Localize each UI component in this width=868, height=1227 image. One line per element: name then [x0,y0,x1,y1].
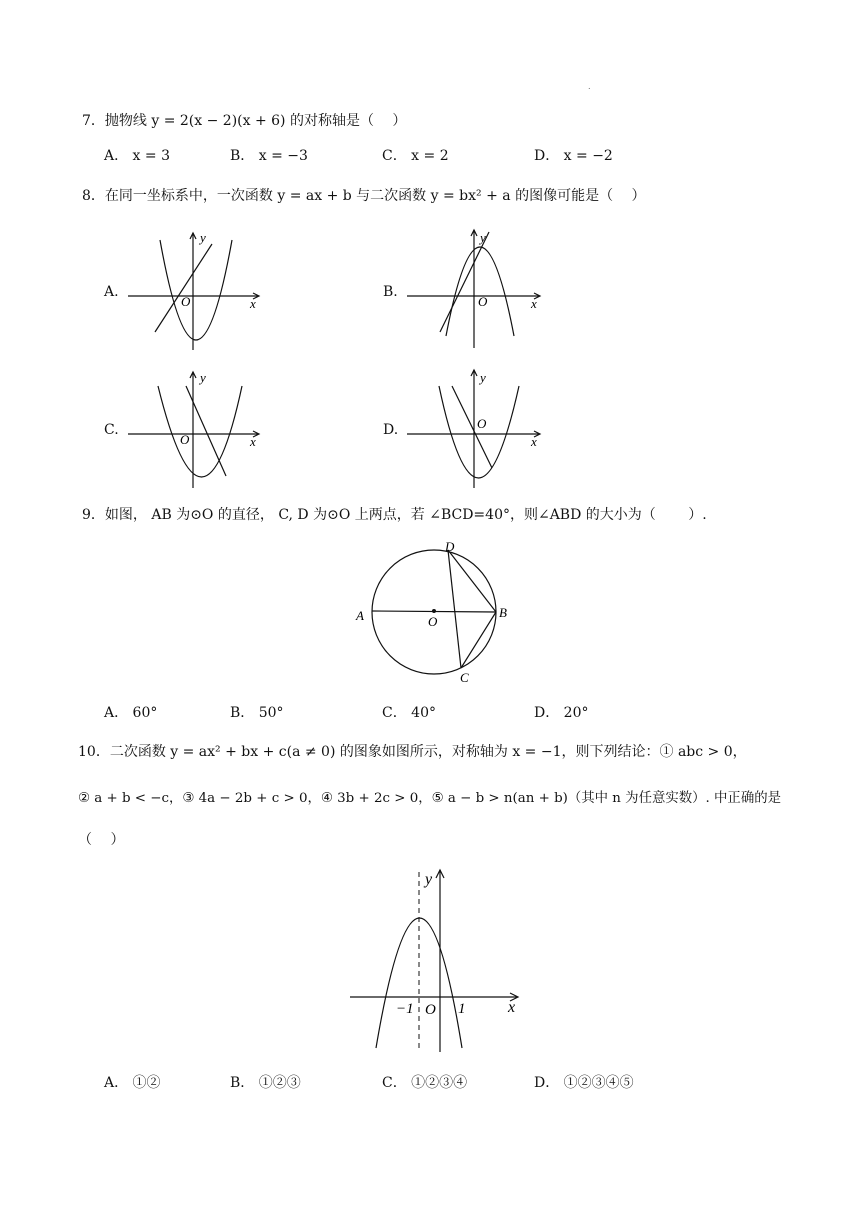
q10-option-a: A． ①② [104,1075,161,1091]
q10-x-label: x [508,999,516,1016]
q8-label-d: D. [383,422,399,438]
q9-option-c: C． 40° [382,705,436,721]
q10-y-label: y [425,871,433,888]
q7-option-d: D． x = −2 [534,148,613,164]
q8b-y-label: y [480,230,486,245]
q8b-origin: O [478,294,488,309]
q10-tick-1: 1 [458,1001,466,1017]
q10-option-c: C． ①②③④ [382,1075,468,1091]
corner-mark: . [588,82,591,91]
q9-option-a: A． 60° [104,705,158,721]
q8d-origin: O [477,416,487,431]
q8c-y-label: y [200,370,206,385]
q8a-y-label: y [200,230,206,245]
q10-stem-line2: ② a + b < −c，③ 4a − 2b + c > 0，④ 3b + 2c > 0，⑤ a − b > n(an + b)（其中 n 为任意实数）. 中正确的是 [78,791,781,806]
q8-label-b: B. [383,284,398,300]
q8c-x-label: x [250,434,256,449]
q8d-x-label: x [531,434,537,449]
q10-origin: O [425,1002,436,1018]
q9-point-o: O [428,614,438,629]
q9-option-b: B． 50° [230,705,284,721]
q10-tick-neg1: −1 [396,1001,414,1017]
q9-point-b: B [499,605,507,620]
q7-option-b: B． x = −3 [230,148,308,164]
q9-option-d: D． 20° [534,705,589,721]
q8-stem: 8．在同一坐标系中，一次函数 y = ax + b 与二次函数 y = bx² + a 的图像可能是（ ） [82,188,646,204]
q8d-y-label: y [480,370,486,385]
q7-option-c: C． x = 2 [382,148,449,164]
q10-option-b: B． ①②③ [230,1075,301,1091]
q9-point-a: A [356,608,364,623]
q8-label-c: C. [104,422,119,438]
q9-point-c: C [460,670,469,685]
q8a-origin: O [181,294,191,309]
q9-stem: 9．如图， AB 为⊙O 的直径， C, D 为⊙O 上两点，若 ∠BCD=40°，则∠ABD 的大小为（ ）. [82,507,707,523]
q7-option-a: A． x = 3 [104,148,170,164]
q8b-x-label: x [531,296,537,311]
q10-stem-line3: （ ） [78,832,125,848]
q10-option-d: D． ①②③④⑤ [534,1075,634,1091]
q8c-origin: O [180,432,190,447]
q8a-x-label: x [250,296,256,311]
q8-label-a: A. [104,284,119,300]
q7-stem: 7．抛物线 y = 2(x − 2)(x + 6) 的对称轴是（ ） [82,113,407,129]
q9-point-d: D [445,539,455,554]
q10-stem-line1: 10．二次函数 y = ax² + bx + c(a ≠ 0) 的图象如图所示，对称轴为 x = −1，则下列结论：① abc > 0， [78,744,747,760]
